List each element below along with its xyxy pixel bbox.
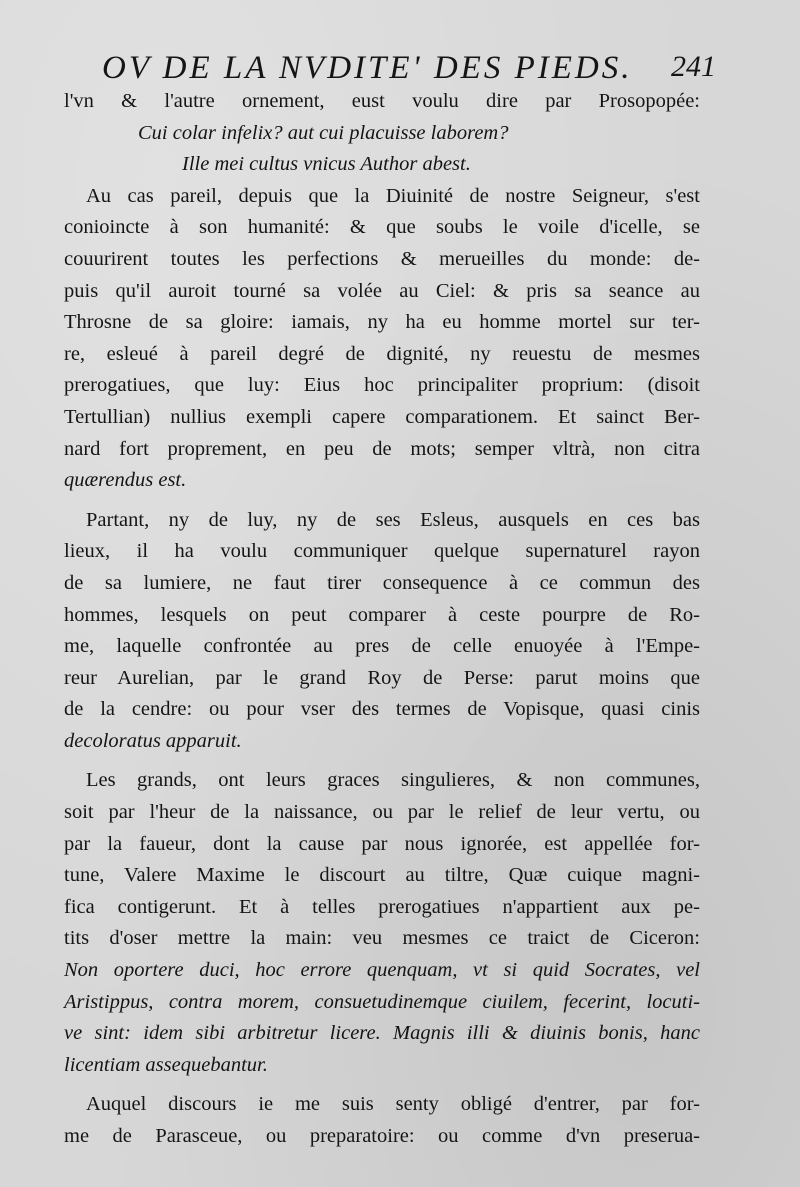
verse-line: Cui colar infelix? aut cui placuisse laborem? [138,121,509,144]
text-line: conioincte à son humanité: & que soubs le voile d'icelle, se [64,216,700,239]
text-line: tits d'oser mettre la main: veu mesmes ce traict de Ciceron: [64,927,700,950]
text-line: licentiam assequebantur. [64,1053,268,1076]
text-line: Tertullian) nullius exempli capere comparationem. Et sainct Ber- [64,405,700,428]
text-line: l'vn & l'autre ornement, eust voulu dire par Prosopopée: [64,90,700,112]
text-line: me de Parasceue, ou preparatoire: ou comme d'vn preserua- [64,1125,700,1147]
text-line: reur Aurelian, par le grand Roy de Perse: parut moins que [64,666,700,689]
running-head: OV DE LA NVDITE' DES PIEDS. [102,50,633,86]
text-line: puis qu'il auroit tourné sa volée au Ciel: & pris sa seance au [64,279,700,302]
text-line: Auquel discours ie me suis senty obligé d'entrer, par for- [86,1093,700,1116]
text-line: hommes, lesquels on peut comparer à ceste pourpre de Ro- [64,603,700,626]
text-line: Non oportere duci, hoc errore quenquam, vt si quid Socrates, vel [64,959,700,982]
text-line: re, esleué à pareil degré de dignité, ny reuestu de mesmes [64,342,700,365]
text-line: fica contigerunt. Et à telles prerogatiues n'appartient aux pe- [64,895,700,918]
text-line: Au cas pareil, depuis que la Diuinité de nostre Seigneur, s'est [86,184,700,207]
text-line: Aristippus, contra morem, consuetudinemque ciuilem, fecerint, locuti- [64,990,700,1013]
text-line: quærendus est. [64,469,187,492]
text-line: decoloratus apparuit. [64,729,242,752]
text-line: nard fort proprement, en peu de mots; semper vltrà, non citra [64,437,700,460]
text-line: Partant, ny de luy, ny de ses Esleus, ausquels en ces bas [86,508,700,531]
verse-line: Ille mei cultus vnicus Author abest. [182,153,471,176]
text-line: par la faueur, dont la cause par nous ignorée, est appellée for- [64,832,700,855]
text-line: lieux, il ha voulu communiquer quelque supernaturel rayon [64,540,700,563]
page-body [64,86,700,1153]
text-line: ve sint: idem sibi arbitretur licere. Magnis illi & diuinis bonis, hanc [64,1022,700,1045]
text-line: prerogatiues, que luy: Eius hoc principaliter proprium: (disoit [64,374,700,397]
text-line: Les grands, ont leurs graces singulieres, & non communes, [86,769,700,792]
text-line: soit par l'heur de la naissance, ou par le relief de leur vertu, ou [64,801,700,824]
text-line: de la cendre: ou pour vser des termes de Vopisque, quasi cinis [64,698,700,721]
text-line: Throsne de sa gloire: iamais, ny ha eu homme mortel sur ter- [64,311,700,334]
page-number: 241 [671,50,716,83]
text-line: de sa lumiere, ne faut tirer consequence à ce commun des [64,571,700,594]
text-line: tune, Valere Maxime le discourt au tiltre, Quæ cuique magni- [64,864,700,887]
text-line: couurirent toutes les perfections & merueilles du monde: de- [64,247,700,270]
text-line: me, laquelle confrontée au pres de celle enuoyée à l'Empe- [64,635,700,658]
